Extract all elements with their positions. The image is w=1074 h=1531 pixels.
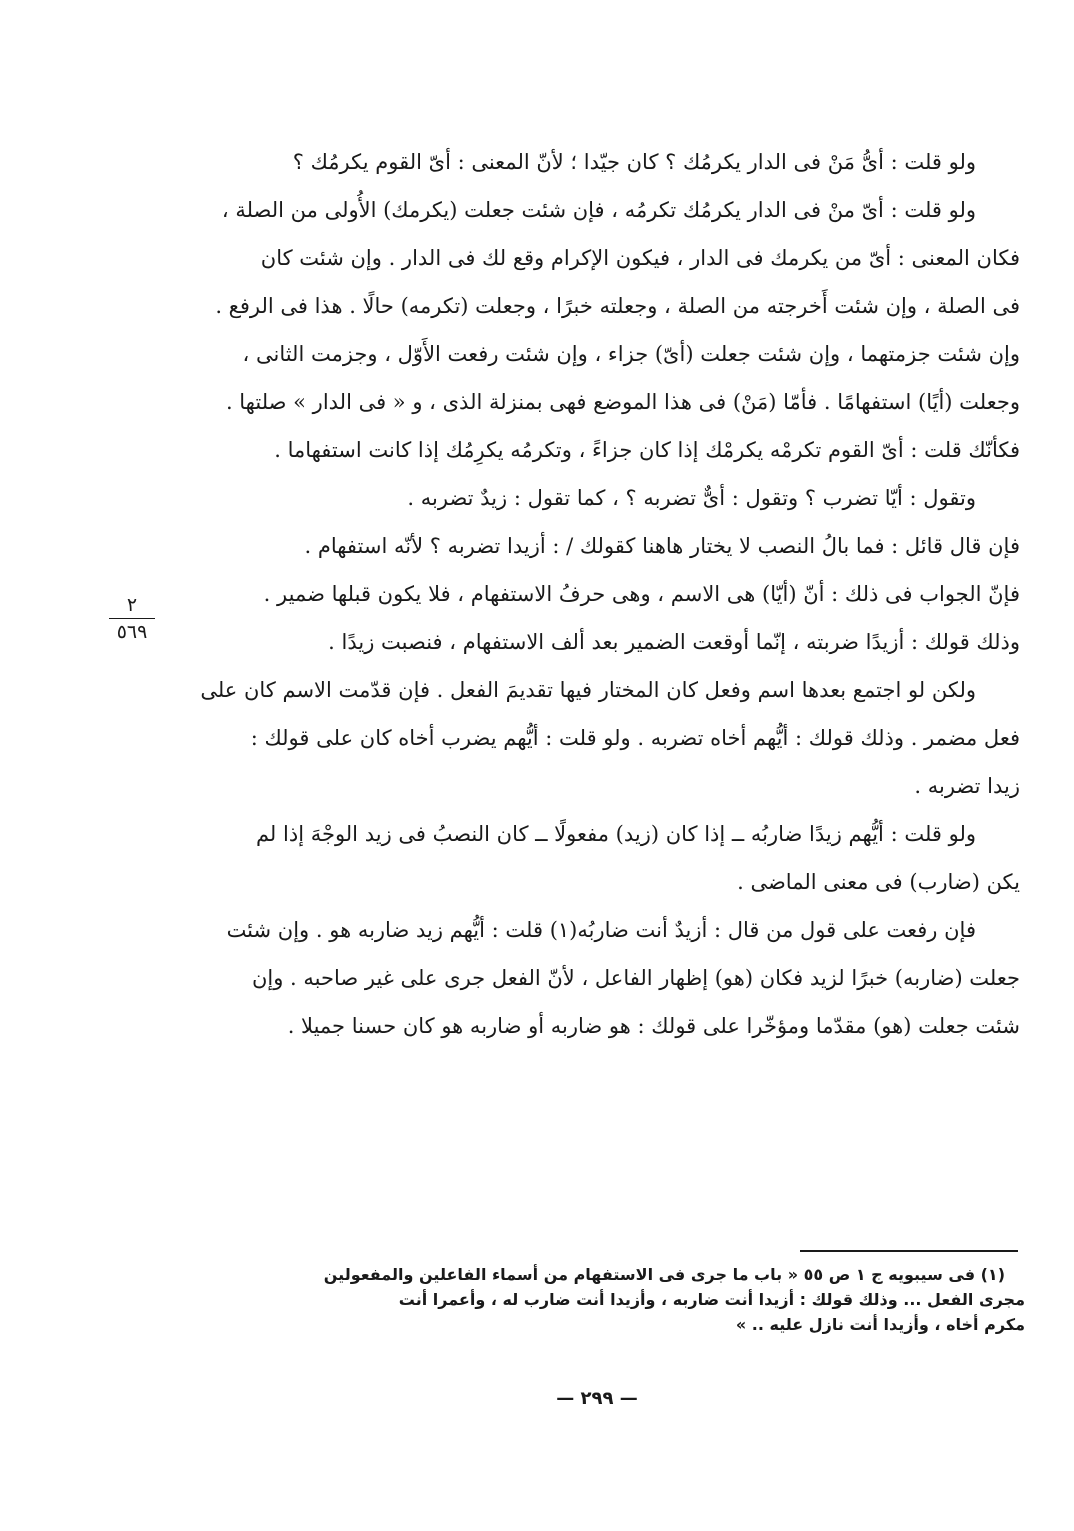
text-line: ولكن لو اجتمع بعدها اسم وفعل كان المختار فيها تقديمَ الفعل . فإن قدّمت الاسم كان على [200,678,976,702]
text-line: ولو قلت : أيُّهم زيدًا ضاربُه ــ إذا كان (زيد) مفعولًا ــ كان النصبُ فى زيد الوجْهَ إذا لم [255,822,976,846]
text-line: فإن قال قائل : فما بالُ النصب لا يختار هاهنا كقولك / : أزيدا تضربه ؟ لأنّه استفهام . [304,534,1020,558]
footnotes [185,1262,1025,1337]
page-number: — ٢٩٩ — [556,1388,638,1409]
text-line: فى الصلة ، وإن شئت أَخرجته من الصلة ، وجعلته خبرًا ، وجعلت (تكرمه) حالًا . هذا فى الرفع . [215,294,1020,318]
text-line: وجعلت (أيًا) استفهامًا . فأمّا (مَنْ) فى هذا الموضع فهى بمنزلة الذى ، و « فى الدار » صلتها . [225,390,1020,414]
text-line: وتقول : أيّا تضرب ؟ وتقول : أىٌّ تضربه ؟ ، كما تقول : زيدٌ تضربه . [407,486,976,510]
footnote-separator [800,1250,1018,1252]
text-line: فإنّ الجواب فى ذلك : أنّ (أيّا) هى الاسم ، وهى حرفُ الاستفهام ، فلا يكون قبلها ضمير . [263,582,1020,606]
text-line: ولو قلت : أىّ منْ فى الدار يكرمُك تكرمُه ، فإن شئت جعلت (يكرمك) الأُولى من الصلة ، [221,198,976,222]
text-line: فكان المعنى : أىّ من يكرمك فى الدار ، فيكون الإكرام وقع لك فى الدار . وإن شئت كان [260,246,1020,270]
folio-number-bottom: ٥٦٩ [116,621,148,643]
main-text [168,138,1020,1050]
text-line: ولو قلت : أىُّ مَنْ فى الدار يكرمُك ؟ كان جيّدا ؛ لأنّ المعنى : أىّ القوم يكرمُك ؟ [292,150,976,174]
folio-divider [109,618,155,619]
text-line: زيدا تضربه . [914,774,1020,798]
text-line: فإن رفعت على قول من قال : أزيدٌ أنت ضاربُه(١) قلت : أيُّهم زيد ضاربه هو . وإن شئت [226,918,976,942]
text-line: شئت جعلت (هو) مقدّما ومؤخّرا على قولك : هو ضاربه أو ضاربه هو كان حسنا جميلا . [287,1014,1020,1038]
footnote-line: (١) فى سيبويه ج ١ ص ٥٥ « باب ما جرى فى الاستفهام من أسماء الفاعلين والمفعولين [323,1265,1005,1284]
text-line: جعلت (ضاربه) خبرًا لزيد فكان (هو) إظهار الفاعل ، لأنّ الفعل جرى على غير صاحبه . وإن [251,966,1020,990]
text-line: وإن شئت جزمتهما ، وإن شئت جعلت (أىّ) جزاء ، وإن شئت رفعت الأَوّل ، وجزمت الثانى ، [242,342,1020,366]
text-line: فعل مضمر . وذلك قولك : أيُّهم أخاه تضربه . ولو قلت : أيُّهم يضرب أخاه كان على قولك : [250,726,1020,750]
folio-number-top: ٢ [126,594,138,616]
text-line: يكن (ضارب) فى معنى الماضى . [737,870,1020,894]
footnote-line: مكرم أخاه ، وأزيدا أنت نازل عليه .. » [735,1315,1025,1334]
text-line: وذلك قولك : أزيدًا ضربته ، إنّما أوقعت الضمير بعد ألف الاستفهام ، فنصبت زيدًا . [328,630,1020,654]
manuscript-folio-note [100,594,164,643]
footnote-line: مجرى الفعل ... وذلك قولك : أزيدا أنت ضاربه ، وأزيدا أنت ضارب له ، وأعمرا أنت [398,1290,1025,1309]
text-line: فكأنّك قلت : أىّ القوم تكرمْه يكرمْك إذا كان جزاءً ، وتكرمُه يكرِمُك إذا كانت استفهاما . [274,438,1020,462]
